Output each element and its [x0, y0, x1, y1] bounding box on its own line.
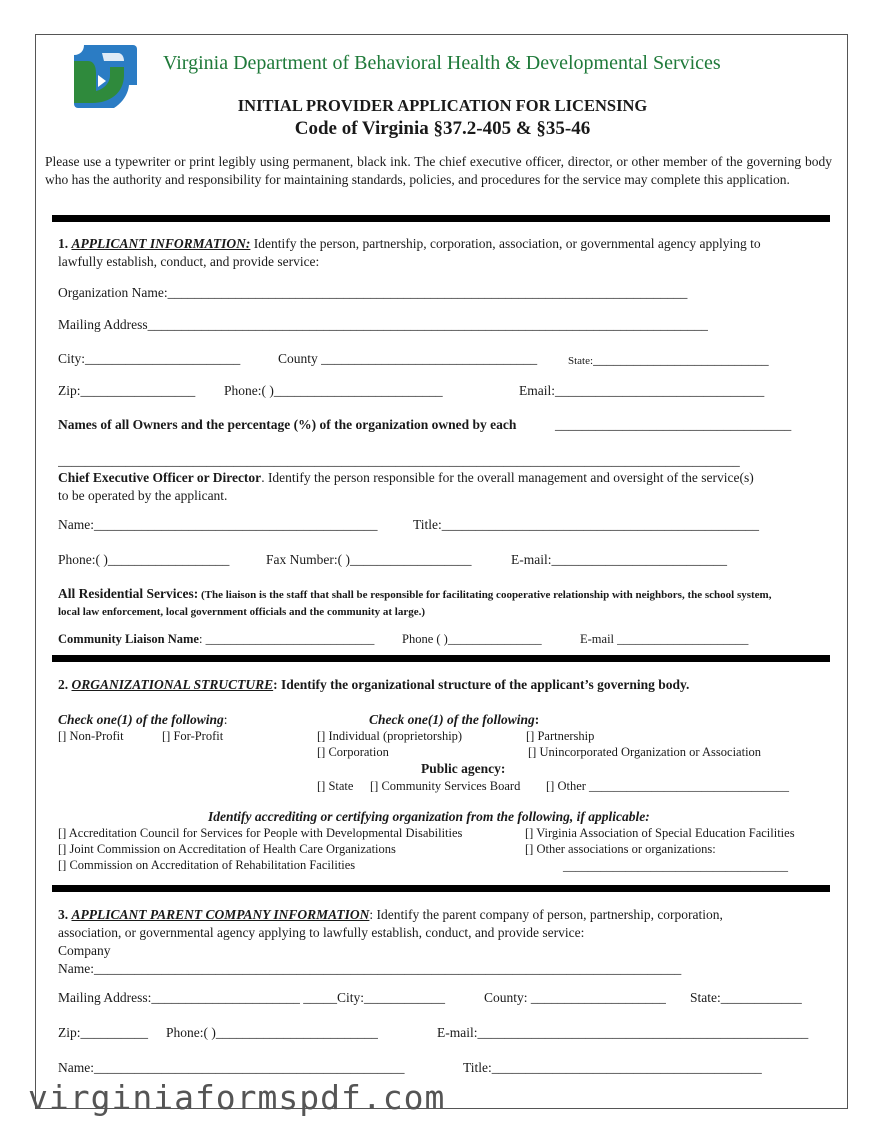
public-agency-label: Public agency:: [421, 761, 506, 776]
other-associations-checkbox[interactable]: [] Other associations or organizations:: [525, 842, 716, 856]
ceo-heading: [58, 469, 830, 505]
state-field[interactable]: [568, 351, 769, 369]
watermark: virginiaformspdf.com: [28, 1078, 446, 1117]
state-label: State:: [568, 355, 594, 367]
profit-status-label: [58, 712, 228, 728]
liaison-phone-field[interactable]: Phone ( )_______________: [402, 632, 542, 646]
check-one-label: Check one(1) of the following: [369, 712, 535, 727]
zip-field[interactable]: Zip:_________________: [58, 383, 196, 398]
other-checkbox[interactable]: [] Other ________________________________: [546, 779, 790, 793]
section3-desc-2: association, or governmental agency applying to lawfully establish, conduct, and provide service:: [58, 925, 585, 940]
residential-desc-2: local law enforcement, local government officials and the community at large.): [58, 606, 426, 618]
ceo-desc: . Identify the person responsible for the overall management and oversight of the service(s): [261, 470, 754, 485]
ceo-label: Chief Executive Officer or Director: [58, 470, 262, 485]
check-one-colon: :: [534, 712, 540, 727]
form-title: INITIAL PROVIDER APPLICATION FOR LICENSING: [237, 96, 648, 115]
carf-checkbox[interactable]: [] Commission on Accreditation of Rehabilitation Facilities: [58, 858, 356, 872]
entity-type-label: [369, 712, 539, 728]
state-line: __________________________: [593, 352, 769, 367]
organization-name-field[interactable]: Organization Name:_____________________________________________________________________________: [58, 285, 688, 300]
residential-desc: (The liaison is the staff that shall be responsible for facilitating cooperative relationship with neighbors, the school system,: [198, 589, 772, 601]
ceo-email-field[interactable]: E-mail:__________________________: [511, 552, 727, 567]
section3-title: APPLICANT PARENT COMPANY INFORMATION: [71, 907, 370, 922]
check-one-colon: :: [223, 712, 228, 727]
ceo-phone-field[interactable]: Phone:( )__________________: [58, 552, 230, 567]
section1-desc: Identify the person, partnership, corporation, association, or governmental agency applying to: [250, 236, 761, 251]
ceo-title-field[interactable]: Title:_______________________________________________: [413, 517, 760, 532]
email-field[interactable]: Email:_______________________________: [519, 383, 765, 398]
phone-field[interactable]: Phone:( )_________________________: [224, 383, 443, 398]
mailing-address-field[interactable]: Mailing Address___________________________________________________________________________________: [58, 317, 708, 332]
parent-zip-field[interactable]: Zip:__________: [58, 1025, 148, 1040]
jcaho-checkbox[interactable]: [] Joint Commission on Accreditation of Health Care Organizations: [58, 842, 396, 856]
section3-number: 3.: [58, 907, 69, 922]
owners-field[interactable]: ___________________________________: [555, 417, 792, 432]
ceo-name-field[interactable]: Name:__________________________________________: [58, 517, 378, 532]
parent-mailing-address-field[interactable]: Mailing Address:______________________ _____City:____________: [58, 990, 446, 1005]
section-divider: [52, 885, 830, 892]
section2-heading: [58, 677, 689, 693]
parent-contact-name-field[interactable]: Name:______________________________________________: [58, 1060, 405, 1075]
section1-number: 1.: [58, 236, 69, 251]
section3-desc: : Identify the parent company of person, partnership, corporation,: [369, 907, 723, 922]
liaison-email-field[interactable]: E-mail _____________________: [580, 632, 749, 646]
section3-heading: [58, 906, 830, 978]
liaison-label: Community Liaison Name: [58, 632, 199, 646]
partnership-checkbox[interactable]: [] Partnership: [526, 729, 595, 743]
company-name-field[interactable]: Name:_______________________________________________________________________________________: [58, 961, 682, 976]
vasef-checkbox[interactable]: [] Virginia Association of Special Education Facilities: [525, 826, 795, 840]
section2-desc: : Identify the organizational structure of the applicant’s governing body.: [273, 677, 690, 692]
check-one-label: Check one(1) of the following: [58, 712, 224, 727]
section2-title: ORGANIZATIONAL STRUCTURE: [71, 677, 274, 692]
parent-email-field[interactable]: E-mail:_________________________________________________: [437, 1025, 809, 1040]
agency-name: Virginia Department of Behavioral Health & Developmental Services: [163, 52, 721, 74]
unincorporated-checkbox[interactable]: [] Unincorporated Organization or Association: [528, 745, 762, 759]
parent-county-field[interactable]: County: ____________________: [484, 990, 666, 1005]
owners-label: Names of all Owners and the percentage (%) of the organization owned by each: [58, 417, 517, 432]
csb-checkbox[interactable]: [] Community Services Board: [370, 779, 521, 793]
code-reference: Code of Virginia §37.2-405 & §35-46: [294, 118, 591, 139]
parent-state-field[interactable]: State:____________: [690, 990, 802, 1005]
individual-checkbox[interactable]: [] Individual (proprietorship): [317, 729, 463, 743]
parent-contact-title-field[interactable]: Title:________________________________________: [463, 1060, 762, 1075]
section1-desc-2: lawfully establish, conduct, and provide service:: [58, 254, 320, 269]
section1-heading: [58, 235, 830, 271]
section-divider: [52, 215, 830, 222]
non-profit-checkbox[interactable]: [] Non-Profit: [58, 729, 124, 743]
section-divider: [52, 655, 830, 662]
owners-field-line-2[interactable]: _____________________________________________________________________________________________________: [58, 453, 740, 468]
state-checkbox[interactable]: [] State: [317, 779, 354, 793]
form-page: [35, 34, 848, 1109]
county-field[interactable]: County ________________________________: [278, 351, 538, 366]
city-field[interactable]: City:_______________________: [58, 351, 241, 366]
liaison-line: : ___________________________: [198, 632, 375, 646]
accreditation-title: Identify accrediting or certifying organization from the following, if applicable:: [208, 809, 650, 824]
company-label: Company: [58, 943, 111, 958]
corporation-checkbox[interactable]: [] Corporation: [317, 745, 389, 759]
section1-title: APPLICANT INFORMATION:: [71, 236, 251, 251]
residential-services-note: [58, 586, 771, 620]
instructions: Please use a typewriter or print legibly using permanent, black ink. The chief executive officer, director, or other member of the governing body who has the authority and responsibility for maintaining standards, policies, and procedures for the service may complete this application.: [45, 154, 832, 187]
ceo-desc-2: to be operated by the applicant.: [58, 488, 228, 503]
acdd-checkbox[interactable]: [] Accreditation Council for Services for People with Developmental Disabilities: [58, 826, 463, 840]
residential-label: All Residential Services:: [58, 586, 199, 601]
community-liaison-field[interactable]: [58, 632, 374, 647]
parent-phone-field[interactable]: Phone:( )________________________: [166, 1025, 378, 1040]
fax-number-field[interactable]: Fax Number:( )__________________: [266, 552, 472, 567]
section2-number: 2.: [58, 677, 69, 692]
for-profit-checkbox[interactable]: [] For-Profit: [162, 729, 224, 743]
other-associations-field[interactable]: ____________________________________: [563, 859, 788, 873]
